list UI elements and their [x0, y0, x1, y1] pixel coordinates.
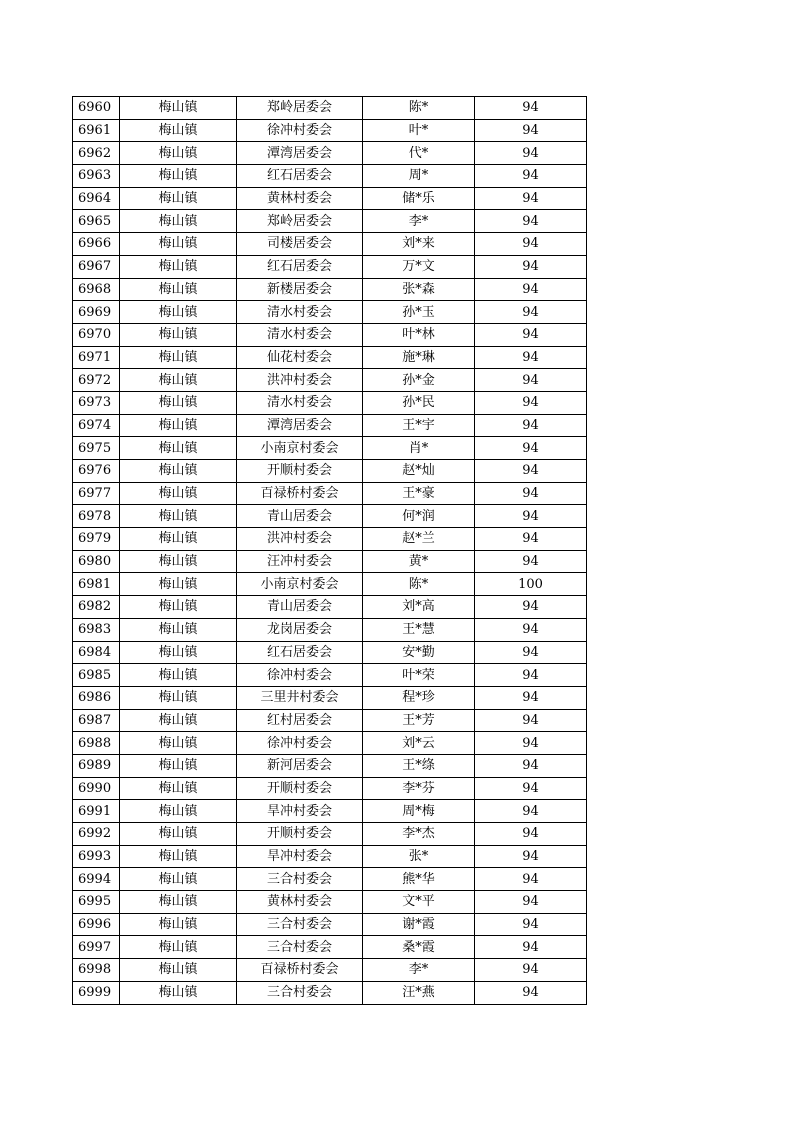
- town-cell: 梅山镇: [120, 732, 237, 755]
- village-cell: 旱冲村委会: [237, 800, 363, 823]
- town-cell: 梅山镇: [120, 664, 237, 687]
- row-number-cell: 6995: [73, 891, 120, 914]
- person-name-cell: 何*润: [363, 505, 475, 528]
- town-cell: 梅山镇: [120, 482, 237, 505]
- row-number-cell: 6988: [73, 732, 120, 755]
- village-cell: 红石居委会: [237, 165, 363, 188]
- row-number-cell: 6992: [73, 823, 120, 846]
- row-number-cell: 6984: [73, 641, 120, 664]
- score-cell: 94: [475, 732, 587, 755]
- row-number-cell: 6961: [73, 119, 120, 142]
- person-name-cell: 张*: [363, 845, 475, 868]
- town-cell: 梅山镇: [120, 346, 237, 369]
- table-row: [73, 165, 587, 188]
- table-row: [73, 323, 587, 346]
- person-name-cell: 文*平: [363, 891, 475, 914]
- person-name-cell: 李*杰: [363, 823, 475, 846]
- village-cell: 清水村委会: [237, 301, 363, 324]
- town-cell: 梅山镇: [120, 777, 237, 800]
- village-cell: 三合村委会: [237, 913, 363, 936]
- town-cell: 梅山镇: [120, 165, 237, 188]
- village-cell: 三合村委会: [237, 981, 363, 1004]
- table-row: [73, 369, 587, 392]
- village-cell: 开顺村委会: [237, 777, 363, 800]
- score-cell: 94: [475, 936, 587, 959]
- person-name-cell: 孙*金: [363, 369, 475, 392]
- score-cell: 94: [475, 278, 587, 301]
- person-name-cell: 张*森: [363, 278, 475, 301]
- village-cell: 徐冲村委会: [237, 119, 363, 142]
- score-cell: 94: [475, 550, 587, 573]
- village-cell: 郑岭居委会: [237, 210, 363, 233]
- score-cell: 94: [475, 97, 587, 120]
- row-number-cell: 6981: [73, 573, 120, 596]
- row-number-cell: 6973: [73, 391, 120, 414]
- score-cell: 94: [475, 437, 587, 460]
- row-number-cell: 6966: [73, 233, 120, 256]
- person-name-cell: 熊*华: [363, 868, 475, 891]
- village-cell: 洪冲村委会: [237, 528, 363, 551]
- score-cell: 94: [475, 323, 587, 346]
- person-name-cell: 刘*来: [363, 233, 475, 256]
- village-cell: 清水村委会: [237, 323, 363, 346]
- table-row: [73, 845, 587, 868]
- table-row: [73, 936, 587, 959]
- table-row: [73, 437, 587, 460]
- table-row: [73, 868, 587, 891]
- town-cell: 梅山镇: [120, 618, 237, 641]
- table-row: [73, 618, 587, 641]
- row-number-cell: 6963: [73, 165, 120, 188]
- town-cell: 梅山镇: [120, 460, 237, 483]
- row-number-cell: 6972: [73, 369, 120, 392]
- village-cell: 洪冲村委会: [237, 369, 363, 392]
- table-row: [73, 891, 587, 914]
- table-row: [73, 550, 587, 573]
- table-row: [73, 391, 587, 414]
- town-cell: 梅山镇: [120, 505, 237, 528]
- village-cell: 汪冲村委会: [237, 550, 363, 573]
- town-cell: 梅山镇: [120, 142, 237, 165]
- village-cell: 红石居委会: [237, 255, 363, 278]
- table-body: [73, 97, 587, 1005]
- person-name-cell: 陈*: [363, 97, 475, 120]
- town-cell: 梅山镇: [120, 913, 237, 936]
- village-cell: 清水村委会: [237, 391, 363, 414]
- score-cell: 94: [475, 709, 587, 732]
- person-name-cell: 程*珍: [363, 686, 475, 709]
- score-cell: 94: [475, 210, 587, 233]
- town-cell: 梅山镇: [120, 709, 237, 732]
- person-name-cell: 王*芳: [363, 709, 475, 732]
- person-name-cell: 王*豪: [363, 482, 475, 505]
- person-name-cell: 代*: [363, 142, 475, 165]
- row-number-cell: 6970: [73, 323, 120, 346]
- row-number-cell: 6967: [73, 255, 120, 278]
- table-row: [73, 641, 587, 664]
- score-cell: 94: [475, 255, 587, 278]
- score-cell: 94: [475, 823, 587, 846]
- row-number-cell: 6987: [73, 709, 120, 732]
- score-cell: 94: [475, 482, 587, 505]
- score-cell: 94: [475, 981, 587, 1004]
- town-cell: 梅山镇: [120, 528, 237, 551]
- person-name-cell: 汪*燕: [363, 981, 475, 1004]
- town-cell: 梅山镇: [120, 210, 237, 233]
- table-row: [73, 142, 587, 165]
- row-number-cell: 6985: [73, 664, 120, 687]
- row-number-cell: 6969: [73, 301, 120, 324]
- town-cell: 梅山镇: [120, 823, 237, 846]
- table-row: [73, 732, 587, 755]
- town-cell: 梅山镇: [120, 97, 237, 120]
- row-number-cell: 6993: [73, 845, 120, 868]
- row-number-cell: 6964: [73, 187, 120, 210]
- town-cell: 梅山镇: [120, 391, 237, 414]
- row-number-cell: 6991: [73, 800, 120, 823]
- score-cell: 94: [475, 754, 587, 777]
- village-cell: 小南京村委会: [237, 573, 363, 596]
- town-cell: 梅山镇: [120, 981, 237, 1004]
- table-row: [73, 800, 587, 823]
- table-row: [73, 596, 587, 619]
- person-name-cell: 刘*高: [363, 596, 475, 619]
- village-cell: 黄林村委会: [237, 187, 363, 210]
- person-name-cell: 周*: [363, 165, 475, 188]
- score-cell: 94: [475, 868, 587, 891]
- town-cell: 梅山镇: [120, 936, 237, 959]
- person-name-cell: 孙*玉: [363, 301, 475, 324]
- town-cell: 梅山镇: [120, 550, 237, 573]
- town-cell: 梅山镇: [120, 187, 237, 210]
- village-cell: 潭湾居委会: [237, 414, 363, 437]
- row-number-cell: 6986: [73, 686, 120, 709]
- village-cell: 新楼居委会: [237, 278, 363, 301]
- row-number-cell: 6976: [73, 460, 120, 483]
- score-cell: 94: [475, 641, 587, 664]
- row-number-cell: 6998: [73, 959, 120, 982]
- village-cell: 百禄桥村委会: [237, 959, 363, 982]
- row-number-cell: 6994: [73, 868, 120, 891]
- village-cell: 青山居委会: [237, 596, 363, 619]
- town-cell: 梅山镇: [120, 891, 237, 914]
- town-cell: 梅山镇: [120, 800, 237, 823]
- person-name-cell: 谢*霞: [363, 913, 475, 936]
- town-cell: 梅山镇: [120, 641, 237, 664]
- person-name-cell: 王*慧: [363, 618, 475, 641]
- village-cell: 徐冲村委会: [237, 732, 363, 755]
- row-number-cell: 6977: [73, 482, 120, 505]
- village-cell: 百禄桥村委会: [237, 482, 363, 505]
- row-number-cell: 6978: [73, 505, 120, 528]
- row-number-cell: 6989: [73, 754, 120, 777]
- score-cell: 94: [475, 414, 587, 437]
- village-cell: 红石居委会: [237, 641, 363, 664]
- town-cell: 梅山镇: [120, 573, 237, 596]
- row-number-cell: 6965: [73, 210, 120, 233]
- town-cell: 梅山镇: [120, 959, 237, 982]
- person-name-cell: 孙*民: [363, 391, 475, 414]
- row-number-cell: 6975: [73, 437, 120, 460]
- row-number-cell: 6982: [73, 596, 120, 619]
- score-cell: 94: [475, 165, 587, 188]
- table-row: [73, 686, 587, 709]
- table-row: [73, 959, 587, 982]
- row-number-cell: 6999: [73, 981, 120, 1004]
- table-row: [73, 414, 587, 437]
- person-name-cell: 李*: [363, 210, 475, 233]
- score-cell: 94: [475, 686, 587, 709]
- table-row: [73, 460, 587, 483]
- row-number-cell: 6980: [73, 550, 120, 573]
- person-name-cell: 储*乐: [363, 187, 475, 210]
- town-cell: 梅山镇: [120, 596, 237, 619]
- village-cell: 龙岗居委会: [237, 618, 363, 641]
- score-cell: 94: [475, 369, 587, 392]
- score-cell: 94: [475, 142, 587, 165]
- score-cell: 94: [475, 913, 587, 936]
- village-cell: 新河居委会: [237, 754, 363, 777]
- person-name-cell: 刘*云: [363, 732, 475, 755]
- person-name-cell: 赵*兰: [363, 528, 475, 551]
- score-cell: 94: [475, 618, 587, 641]
- person-name-cell: 施*琳: [363, 346, 475, 369]
- row-number-cell: 6962: [73, 142, 120, 165]
- row-number-cell: 6979: [73, 528, 120, 551]
- row-number-cell: 6990: [73, 777, 120, 800]
- score-cell: 94: [475, 346, 587, 369]
- score-cell: 94: [475, 664, 587, 687]
- data-table: [72, 96, 587, 1005]
- person-name-cell: 黄*: [363, 550, 475, 573]
- village-cell: 开顺村委会: [237, 460, 363, 483]
- person-name-cell: 安*勤: [363, 641, 475, 664]
- score-cell: 94: [475, 777, 587, 800]
- table-row: [73, 709, 587, 732]
- table-row: [73, 278, 587, 301]
- row-number-cell: 6960: [73, 97, 120, 120]
- village-cell: 司楼居委会: [237, 233, 363, 256]
- score-cell: 100: [475, 573, 587, 596]
- village-cell: 徐冲村委会: [237, 664, 363, 687]
- town-cell: 梅山镇: [120, 233, 237, 256]
- score-cell: 94: [475, 301, 587, 324]
- village-cell: 郑岭居委会: [237, 97, 363, 120]
- table-row: [73, 823, 587, 846]
- town-cell: 梅山镇: [120, 255, 237, 278]
- village-cell: 开顺村委会: [237, 823, 363, 846]
- village-cell: 三里井村委会: [237, 686, 363, 709]
- village-cell: 红村居委会: [237, 709, 363, 732]
- person-name-cell: 赵*灿: [363, 460, 475, 483]
- person-name-cell: 王*绦: [363, 754, 475, 777]
- score-cell: 94: [475, 187, 587, 210]
- person-name-cell: 李*芬: [363, 777, 475, 800]
- table-row: [73, 119, 587, 142]
- town-cell: 梅山镇: [120, 369, 237, 392]
- town-cell: 梅山镇: [120, 278, 237, 301]
- village-cell: 小南京村委会: [237, 437, 363, 460]
- score-cell: 94: [475, 800, 587, 823]
- town-cell: 梅山镇: [120, 119, 237, 142]
- table-row: [73, 528, 587, 551]
- person-name-cell: 王*宇: [363, 414, 475, 437]
- village-cell: 三合村委会: [237, 868, 363, 891]
- town-cell: 梅山镇: [120, 686, 237, 709]
- table-row: [73, 573, 587, 596]
- town-cell: 梅山镇: [120, 437, 237, 460]
- table-row: [73, 210, 587, 233]
- score-cell: 94: [475, 845, 587, 868]
- person-name-cell: 桑*霞: [363, 936, 475, 959]
- table-row: [73, 505, 587, 528]
- table-row: [73, 664, 587, 687]
- person-name-cell: 陈*: [363, 573, 475, 596]
- table-row: [73, 346, 587, 369]
- score-cell: 94: [475, 505, 587, 528]
- table-row: [73, 777, 587, 800]
- score-cell: 94: [475, 233, 587, 256]
- person-name-cell: 叶*: [363, 119, 475, 142]
- score-cell: 94: [475, 596, 587, 619]
- table-row: [73, 233, 587, 256]
- village-cell: 黄林村委会: [237, 891, 363, 914]
- village-cell: 青山居委会: [237, 505, 363, 528]
- row-number-cell: 6996: [73, 913, 120, 936]
- town-cell: 梅山镇: [120, 868, 237, 891]
- person-name-cell: 李*: [363, 959, 475, 982]
- row-number-cell: 6997: [73, 936, 120, 959]
- score-cell: 94: [475, 528, 587, 551]
- row-number-cell: 6974: [73, 414, 120, 437]
- score-cell: 94: [475, 959, 587, 982]
- table-row: [73, 482, 587, 505]
- town-cell: 梅山镇: [120, 845, 237, 868]
- village-cell: 潭湾居委会: [237, 142, 363, 165]
- person-name-cell: 肖*: [363, 437, 475, 460]
- village-cell: 三合村委会: [237, 936, 363, 959]
- table-row: [73, 97, 587, 120]
- person-name-cell: 万*文: [363, 255, 475, 278]
- town-cell: 梅山镇: [120, 754, 237, 777]
- village-cell: 仙花村委会: [237, 346, 363, 369]
- town-cell: 梅山镇: [120, 301, 237, 324]
- person-name-cell: 周*梅: [363, 800, 475, 823]
- score-cell: 94: [475, 460, 587, 483]
- row-number-cell: 6971: [73, 346, 120, 369]
- row-number-cell: 6983: [73, 618, 120, 641]
- table-row: [73, 255, 587, 278]
- table-row: [73, 754, 587, 777]
- village-cell: 旱冲村委会: [237, 845, 363, 868]
- town-cell: 梅山镇: [120, 323, 237, 346]
- row-number-cell: 6968: [73, 278, 120, 301]
- table-row: [73, 187, 587, 210]
- town-cell: 梅山镇: [120, 414, 237, 437]
- person-name-cell: 叶*林: [363, 323, 475, 346]
- score-cell: 94: [475, 891, 587, 914]
- table-row: [73, 301, 587, 324]
- score-cell: 94: [475, 119, 587, 142]
- table-row: [73, 981, 587, 1004]
- person-name-cell: 叶*荣: [363, 664, 475, 687]
- table-row: [73, 913, 587, 936]
- score-cell: 94: [475, 391, 587, 414]
